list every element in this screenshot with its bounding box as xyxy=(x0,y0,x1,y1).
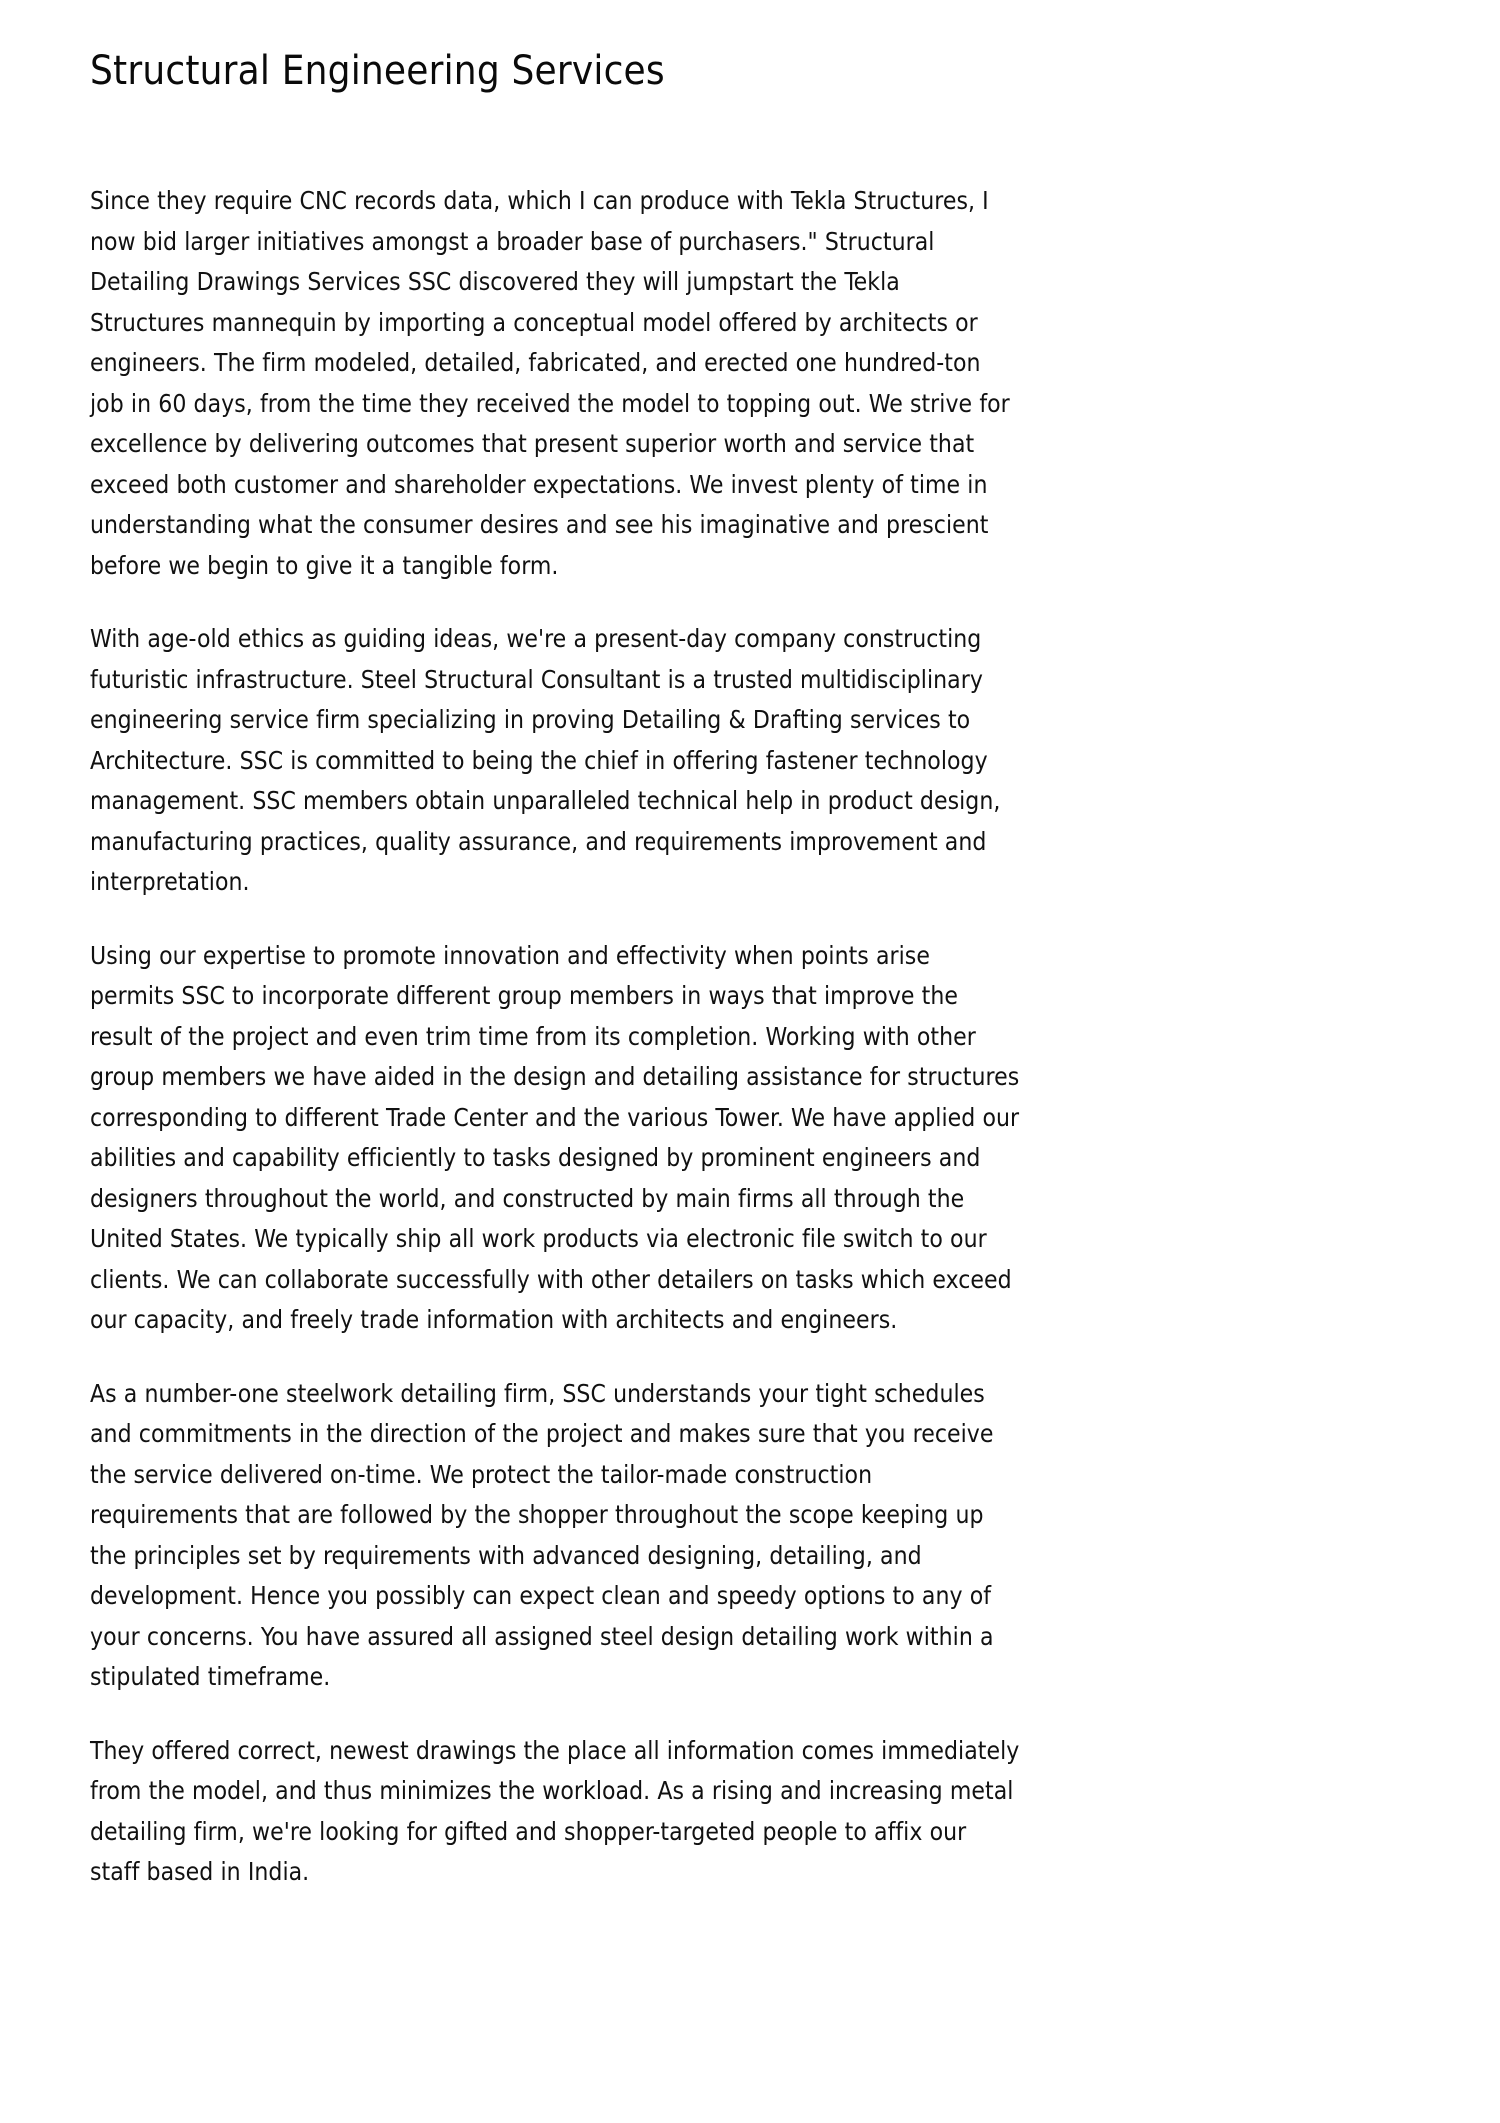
paragraph: They offered correct, newest drawings the place all information comes immediately from the model, and thus minimizes the workload. As a rising and increasing metal detailing firm, we're looking for gifted and shopper-targeted people to affix our staff based in India. xyxy=(90,1735,1020,1886)
paragraph: As a number-one steelwork detailing firm, SSC understands your tight schedules and commitments in the direction of the project and makes sure that you receive the service delivered on-time. We protect the tailor-made construction requirements that are followed by the shopper throughout the scope keeping up the principles set by requirements with advanced designing, detailing, and development. Hence you possibly can expect clean and speedy options to any of your concerns. You have assured all assigned steel design detailing work within a stipulated timeframe. xyxy=(90,1378,994,1691)
paragraph: With age-old ethics as guiding ideas, we're a present-day company constructing futuristic infrastructure. Steel Structural Consultant is a trusted multidisciplinary engineering service firm specializing in proving Detailing & Drafting services to Architecture. SSC is committed to being the chief in offering fastener technology management. SSC members obtain unparalleled technical help in product design, manufacturing practices, quality assurance, and requirements improvement and interpretation. xyxy=(90,624,1001,896)
paragraph: Since they require CNC records data, which I can produce with Tekla Structures, I now bid larger initiatives amongst a broader base of purchasers." Structural Detailing Drawings Services SSC discovered they will jumpstart the Tekla Structures mannequin by importing a conceptual model offered by architects or engineers. The firm modeled, detailed, fabricated, and erected one hundred-ton job in 60 days, from the time they received the model to topping out. We strive for excellence by delivering outcomes that present superior worth and service that exceed both customer and shareholder expectations. We invest plenty of time in understanding what the consumer desires and see his imaginative and prescient before we begin to give it a tangible form. xyxy=(90,186,1010,580)
document-content xyxy=(90,0,1020,1893)
document-body xyxy=(90,181,1020,1893)
page-title: Structural Engineering Services xyxy=(90,48,665,94)
paragraph: Using our expertise to promote innovation and effectivity when points arise permits SSC to incorporate different group members in ways that improve the result of the project and even trim time from its completion. Working with other group members we have aided in the design and detailing assistance for structures corresponding to different Trade Center and the various Tower. We have applied our abilities and capability efficiently to tasks designed by prominent engineers and designers throughout the world, and constructed by main firms all through the United States. We typically ship all work products via electronic file switch to our clients. We can collaborate successfully with other detailers on tasks which exceed our capacity, and freely trade information with architects and engineers. xyxy=(90,940,1020,1334)
